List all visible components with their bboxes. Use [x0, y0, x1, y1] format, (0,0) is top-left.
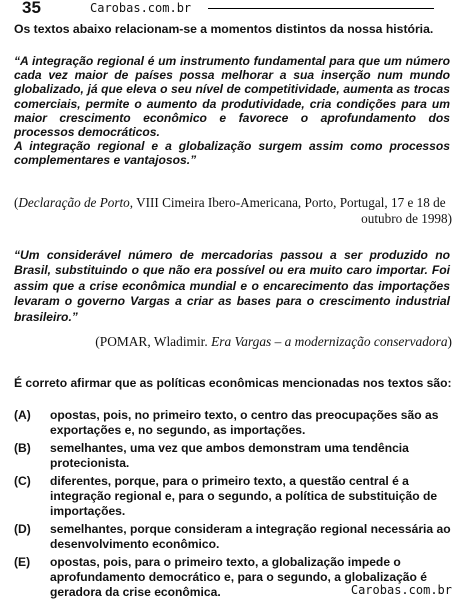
- source2-title: Era Vargas – a modernização conservadora: [211, 334, 448, 349]
- quote-pomar: “Um considerável número de mercadorias passou a ser produzido no Brasil, substituindo o que não era possível ou era muito caro importar. Foi assim que a crise econômica mundial e o encarecimento das importações levaram o governo Vargas a criar as bases para o crescimento industrial brasileiro.”: [14, 248, 450, 324]
- option-text: semelhantes, uma vez que ambos demonstram uma tendência protecionista.: [50, 440, 409, 471]
- header-rule: [208, 8, 434, 9]
- option-text: opostas, pois, para o primeiro texto, a globalização impede o aprofundamento democrático e, para o segundo, a globalização é geradora da crise econômica.: [50, 554, 427, 600]
- source-declaracao-porto: [14, 195, 452, 227]
- page-header: [8, 0, 452, 18]
- option-letter: (B): [14, 440, 31, 455]
- source-pomar: [95, 334, 452, 350]
- source2-close: ): [447, 334, 452, 349]
- source1-title: Declaração de Porto: [18, 195, 130, 210]
- option-letter: (C): [14, 473, 31, 488]
- question-number: 35: [22, 0, 41, 17]
- option-text: semelhantes, porque consideram a integração regional necessária ao desenvolvimento econômico.: [50, 521, 451, 552]
- option-letter: (A): [14, 408, 31, 422]
- option-c[interactable]: [14, 474, 454, 520]
- source1-rest: , VIII Cimeira Ibero-Americana, Porto, Portugal, 17 e 18 de: [129, 195, 446, 210]
- option-d[interactable]: [14, 522, 454, 553]
- site-watermark-bottom: Carobas.com.br: [350, 583, 452, 597]
- option-text: diferentes, porque, para o primeiro texto, a questão central é a integração regional e, para o segundo, a política de substituição de importações.: [50, 473, 438, 519]
- quote1-last-paragraph: A integração regional e a globalização surgem assim como processos complementares e vantajosos.”: [14, 139, 450, 168]
- option-a[interactable]: [14, 408, 454, 439]
- option-letter: (E): [14, 554, 31, 569]
- option-b[interactable]: [14, 441, 454, 472]
- answer-options: [14, 408, 454, 603]
- source2-author: (POMAR, Wladimir.: [95, 334, 212, 349]
- question-intro: Os textos abaixo relacionam-se a momentos distintos da nossa história.: [14, 22, 434, 36]
- source1-open: (: [14, 195, 19, 210]
- source1-end: outubro de 1998): [361, 211, 452, 226]
- site-watermark-top: Carobas.com.br: [90, 1, 192, 15]
- option-letter: (D): [14, 521, 31, 536]
- question-prompt: É correto afirmar que as políticas econômicas mencionadas nos textos são:: [14, 376, 452, 390]
- option-text: opostas, pois, no primeiro texto, o centro das preocupações são as exportações e, no segundo, as importações.: [50, 408, 439, 438]
- quote-declaracao-porto: [14, 54, 450, 168]
- quote1-paragraph: “A integração regional é um instrumento fundamental para que um número cada vez maior de países possa melhorar a sua inserção num mundo globalizado, já que eleva o seu nível de competitividade, aumenta as trocas comerciais, permite o aumento da produtividade, cria condições para um maior crescimento econômico e favorece o aprofundamento dos processos democráticos.: [14, 54, 450, 140]
